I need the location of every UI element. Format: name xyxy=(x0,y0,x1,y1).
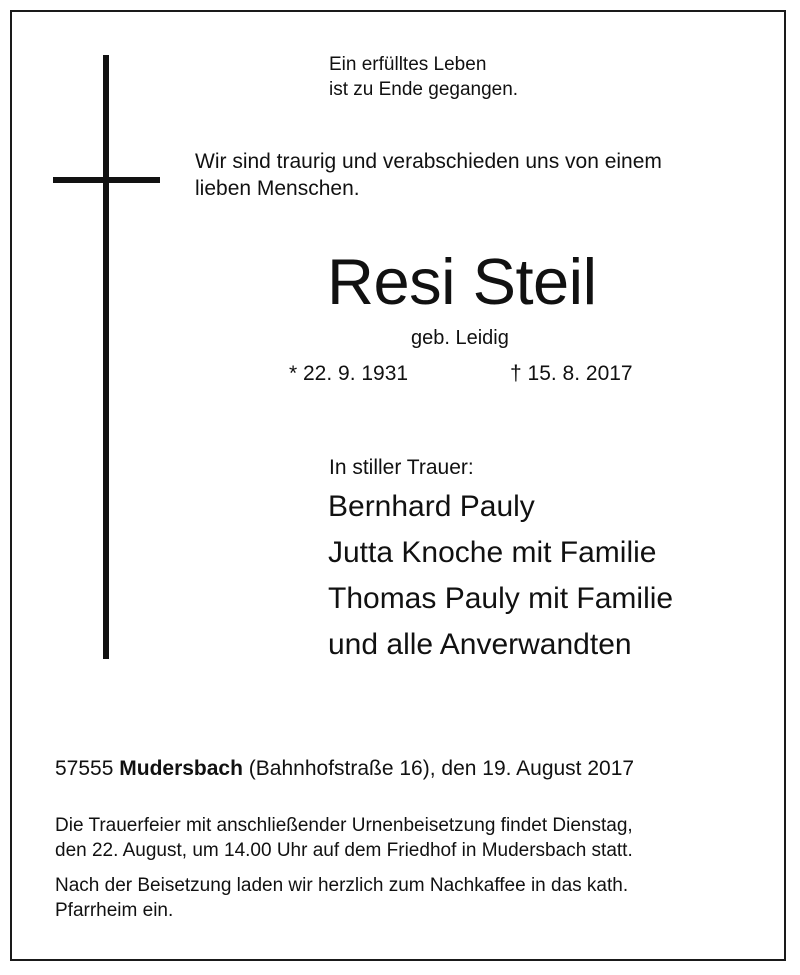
mourner-name: Jutta Knoche mit Familie xyxy=(328,536,657,569)
cross-icon-horizontal-beam xyxy=(53,177,160,183)
intro-line: Wir sind traurig und verabschieden uns von einem xyxy=(195,150,662,173)
place-date-line xyxy=(55,755,634,783)
zip-code: 57555 xyxy=(55,757,114,780)
birth-name: geb. Leidig xyxy=(411,327,509,349)
mourning-label: In stiller Trauer: xyxy=(329,456,474,479)
address-date: (Bahnhofstraße 16), den 19. August 2017 xyxy=(248,757,635,780)
motto xyxy=(329,52,518,102)
mourner-name: Bernhard Pauly xyxy=(328,490,535,523)
cross-icon-vertical-beam xyxy=(103,55,109,659)
town-name: Mudersbach xyxy=(119,757,243,780)
mourners-list xyxy=(328,484,673,668)
birth-date: * 22. 9. 1931 xyxy=(289,362,409,385)
intro-line: lieben Menschen. xyxy=(195,177,360,200)
mourner-name: und alle Anverwandten xyxy=(328,628,632,661)
motto-line: ist zu Ende gegangen. xyxy=(329,79,519,100)
funeral-info-line: den 22. August, um 14.00 Uhr auf dem Friedhof in Mudersbach statt. xyxy=(55,840,633,861)
funeral-info xyxy=(55,813,633,863)
coffee-info-line: Pfarrheim ein. xyxy=(55,900,174,921)
deceased-name: Resi Steil xyxy=(327,245,597,318)
coffee-info-line: Nach der Beisetzung laden wir herzlich zum Nachkaffee in das kath. xyxy=(55,875,629,896)
coffee-info xyxy=(55,873,628,923)
motto-line: Ein erfülltes Leben xyxy=(329,54,487,75)
death-date: † 15. 8. 2017 xyxy=(510,362,633,385)
mourner-name: Thomas Pauly mit Familie xyxy=(328,582,674,615)
intro-text xyxy=(195,148,662,202)
funeral-info-line: Die Trauerfeier mit anschließender Urnenbeisetzung findet Dienstag, xyxy=(55,815,633,836)
